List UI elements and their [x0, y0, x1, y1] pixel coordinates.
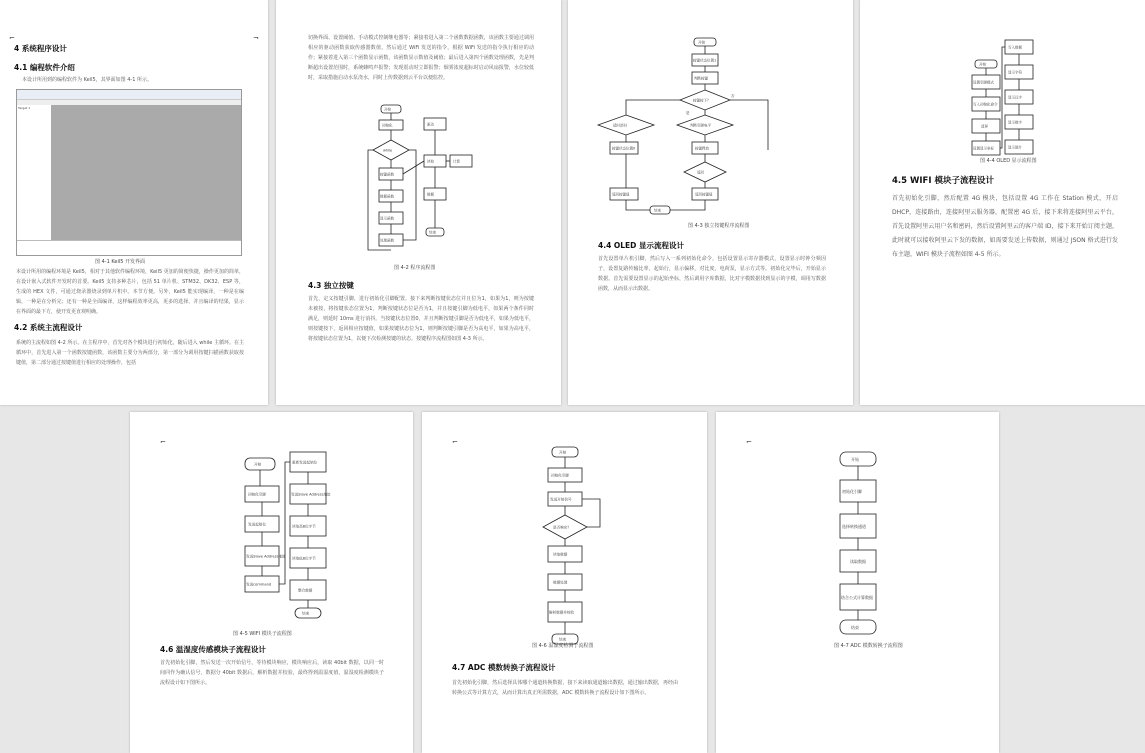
node-calc: 计算: [453, 159, 460, 164]
node-release: 按键释放: [695, 146, 709, 151]
node-response: 是否响应？: [553, 525, 571, 530]
body-paragraph: 首先，定义按键引脚，进行初始化引脚配置。接下来判断按键状态位并且位为1，如果为1，则为按键未被按，将按键状态位置为1，判断按键状态位是否为1，并且按键引脚为低电平，如果两个条件同时满足，则延时 10ms 进行消抖。当按键状态位置0，并且判断按键引脚是否为低电平，如果为低电平，则按键按下，返回相应按键值，如果按键状态位为1，则判断按键引脚是否为高电平，如果为高电平，将按键状态位置为1，以便下次检测按键的状态。按键程序流程图如图 4-3 所示。: [308, 296, 534, 342]
figure-caption: 图 4-7 ADC 模数转换子流程图: [834, 643, 903, 649]
intro-text: 本设计所用到的编程软件为 Keil5，其界面如图 4-1 所示。: [22, 77, 153, 83]
node-formula: 结合公式计算数据: [841, 595, 873, 600]
node-end: 结束: [851, 625, 859, 630]
corner-mark: ⌐: [9, 34, 15, 42]
node-init: 初始化引脚: [551, 473, 569, 478]
figure-caption: 图 4-4 OLED 显示流程图: [980, 158, 1037, 164]
node-init: 初始化引脚: [248, 492, 266, 497]
node-process: 处理函数: [380, 238, 394, 243]
node-start: 开始: [979, 62, 986, 67]
node-slave-2: 发送Slave Address地址: [291, 492, 331, 497]
node-start: 开始: [698, 40, 705, 45]
node-start: 开始: [254, 462, 262, 467]
corner-mark: ⌐: [746, 438, 752, 446]
node-read: 读取数据: [850, 559, 866, 564]
node-num: 显示数字: [1008, 120, 1022, 125]
project-tree-item: Target 1: [18, 106, 31, 110]
node-return-value: 返回按键值: [612, 192, 630, 197]
node-command: 发送command: [246, 582, 272, 587]
node-process: 数据处理: [553, 580, 568, 585]
body-paragraph: 首先初始化引脚，然后发送一次开始信号，等待模块响应，模块响应后，读取 40bit 数据，以同一时间同作为确认信号，数据分 40bit 数据后，解析数据并校验，最终得到温湿度值，温湿度检测模块子流程设计如下图所示。: [160, 660, 384, 686]
heading-4-7: 4.7 ADC 模数转换子流程设计: [452, 663, 556, 672]
node-pressed: 按键按下？: [693, 98, 711, 103]
heading-4-1: 4.1 编程软件介绍: [14, 63, 75, 72]
corner-mark: ⌐: [160, 438, 166, 446]
node-end: 结束: [559, 637, 567, 642]
heading-chapter-4: 4 系统程序设计: [14, 44, 67, 53]
heading-4-2: 4.2 系统主流程设计: [14, 323, 83, 332]
keil-screenshot: [16, 89, 242, 256]
heading-4-5: 4.5 WIFI 模块子流程设计: [892, 176, 994, 186]
node-pin: 设置引脚模式: [973, 80, 994, 85]
doc-page-6: [422, 412, 707, 753]
node-read: 读取: [427, 159, 434, 164]
doc-page-3: [568, 0, 853, 405]
figure-caption: 图 4-1 Keil5 开发界面: [95, 259, 146, 265]
body-paragraph: 系统的主流程如图 4-2 所示。在主程序中，首先对各个模块进行初始化，随后进入 while 主循环。在主循环中，首先进入第一个函数按键函数，该函数主要分为两部分，第一部分为调用按键扫描函数获取按键值，第二部分通过按键值进行相应的处理操作，包括: [16, 340, 244, 366]
node-driver: 驱动: [427, 122, 434, 127]
figure-caption: 图 4-3 独立按键程序流程图: [688, 223, 750, 229]
node-img: 显示图片: [1008, 145, 1022, 150]
node-start: 开始: [384, 107, 391, 112]
doc-page-1: [0, 0, 268, 405]
figure-caption: 图 4-5 WIFI 模块子流程图: [233, 631, 292, 637]
label-yes: 是: [686, 111, 690, 115]
doc-page-7: [716, 412, 999, 753]
body-paragraph: 切换界面、设置阈值、手动模式控制继电器等；紧接着进入第二个函数数据函数，该函数主要通过调用相应的驱动函数获取传感器数值，然后通过 WiFi 发送的指令，根据 WiFi 发送的指令执行相应的动作；紧接着进入第三个函数显示函数，该函数显示数值及阈值；最后进入第四个函数处理函数，先是判断超出设置范围时，系统蜂鸣声报警；发现震动时立即报警；烟雾浓度超标时启动风扇报警，水位较低时，采取措施启动水泵浇水，同时上传数据到云平台以便监控。: [308, 35, 534, 81]
node-start-bit: 发送起始位: [248, 522, 266, 527]
key-flowchart: [568, 30, 853, 220]
node-char: 显示字符: [1008, 70, 1022, 75]
node-verify: 解析数据并校验: [549, 610, 575, 615]
body-paragraph: 首先设置单片机引脚，然后写入一系列初始化命令，包括设置显示寄存器模式，设置显示时钟分频因子，设置复路传输比率，起始行，显示偏移，对比度，电荷泵，显示方式等。初始化完毕后，开始显示数据。首先需要设置显示的起始坐标，然后调用字库数据，比对字模数据找到显示的字模，调用写数据函数，从而显示出数据。: [598, 256, 826, 292]
node-start: 开始: [851, 457, 859, 462]
node-value: 数据: [427, 192, 434, 197]
node-coord: 设置显示坐标: [973, 146, 994, 151]
body-paragraph: 首先初始化引脚，然后选择具体哪个通道转换数据，接下来读取通道输出数据，通过输出数据，再经由转换公式等计算方式，从而计算出真正所需数据，ADC 模数转换子流程设计如下图所示。: [452, 680, 678, 696]
node-hanzi: 显示汉字: [1008, 95, 1022, 100]
node-slave: 发送Slave Address地址: [246, 554, 286, 559]
node-init: 初始化: [382, 123, 393, 128]
doc-page-5: [130, 412, 413, 753]
node-high: 读取高8位字节: [292, 524, 316, 529]
node-cmd: 写入初始化命令: [973, 102, 998, 107]
node-while: while: [383, 148, 393, 153]
heading-4-6: 4.6 温湿度传感模块子流程设计: [160, 645, 266, 654]
node-clear: 清屏: [981, 124, 988, 129]
dht-flowchart: [422, 442, 707, 672]
node-start: 开始: [559, 450, 567, 455]
node-end: 结束: [429, 230, 436, 235]
node-key: 按键函数: [380, 172, 394, 177]
heading-4-3: 4.3 独立按键: [308, 281, 354, 290]
doc-page-4: [860, 0, 1145, 405]
body-paragraph: 本设计所用的编程环境是 Keil5，相对于其他软件编程环境，Keil5 更加的简便快捷，操作更加的简单，在设计嵌入式软件开发时的首要。Keil5 支持多种芯片，包括 51 单片机、STM32、DK32、ESP 等，生成的 HEX 文件，可通过烧录器烧录到单片机中。本节方便。另外，Keil5 能实现编译，一种是在编辑，一种是在分析完；还有一种是全面编译，这样编程效率更高，更多的选择，并且编译的结果，显示在界面的最下方，使开发更直观明确。: [16, 269, 244, 315]
corner-mark: ⌐: [452, 438, 458, 446]
node-channel: 选择转换通道: [842, 524, 866, 529]
node-low: 读取低8位字节: [292, 556, 316, 561]
node-write: 写入数据: [1008, 45, 1022, 50]
node-restart: 重新发送起始位: [292, 460, 318, 465]
label-no: 否: [731, 94, 735, 98]
figure-caption: 图 4-2 程序流程图: [394, 265, 436, 271]
node-debounce: 延时消抖: [613, 123, 627, 128]
heading-4-4: 4.4 OLED 显示流程设计: [598, 241, 685, 250]
node-data: 数据函数: [380, 194, 394, 199]
node-flag-1: 按键状态位置1: [693, 58, 717, 63]
node-end: 结束: [302, 611, 310, 616]
corner-mark: ¬: [253, 34, 259, 42]
doc-page-2: [276, 0, 561, 405]
body-paragraph: 首先初始化引脚，然后配置 4G 模块，包括设置 4G 工作在 Station 模式，开启 DHCP，连接路由，连接阿里云服务器，配置密 4G 后，接下来将连接阿里云平台，首先设置阿里云用户名和密码，然后设置阿里云的客户端 ID，接下来开始订阅主题，此时就可以接收阿里云下发的数据，如需要发送上传数据，则通过 JSON 格式进行发布主题，WIFI 模块子流程如图 4-5 所示。: [892, 195, 1118, 258]
wifi-flowchart: [130, 450, 413, 660]
oled-flowchart: [860, 35, 1145, 195]
node-level: 判断引脚电平: [690, 123, 711, 128]
node-return: 返回: [697, 170, 704, 175]
node-flag-0: 按键状态位置0: [612, 146, 636, 151]
node-display: 显示函数: [380, 216, 394, 221]
node-end: 结束: [654, 208, 661, 213]
node-return-value-2: 返回按键值: [695, 192, 713, 197]
main-flowchart: [276, 100, 561, 270]
node-merge: 整合数据: [298, 588, 313, 593]
node-init: 初始化引脚: [842, 489, 862, 494]
node-signal: 发送开始信号: [550, 497, 572, 502]
node-read: 读取数据: [553, 552, 568, 557]
node-check: 判断按键: [694, 76, 708, 81]
figure-caption: 图 4-6 温湿度检测子流程图: [532, 643, 594, 649]
